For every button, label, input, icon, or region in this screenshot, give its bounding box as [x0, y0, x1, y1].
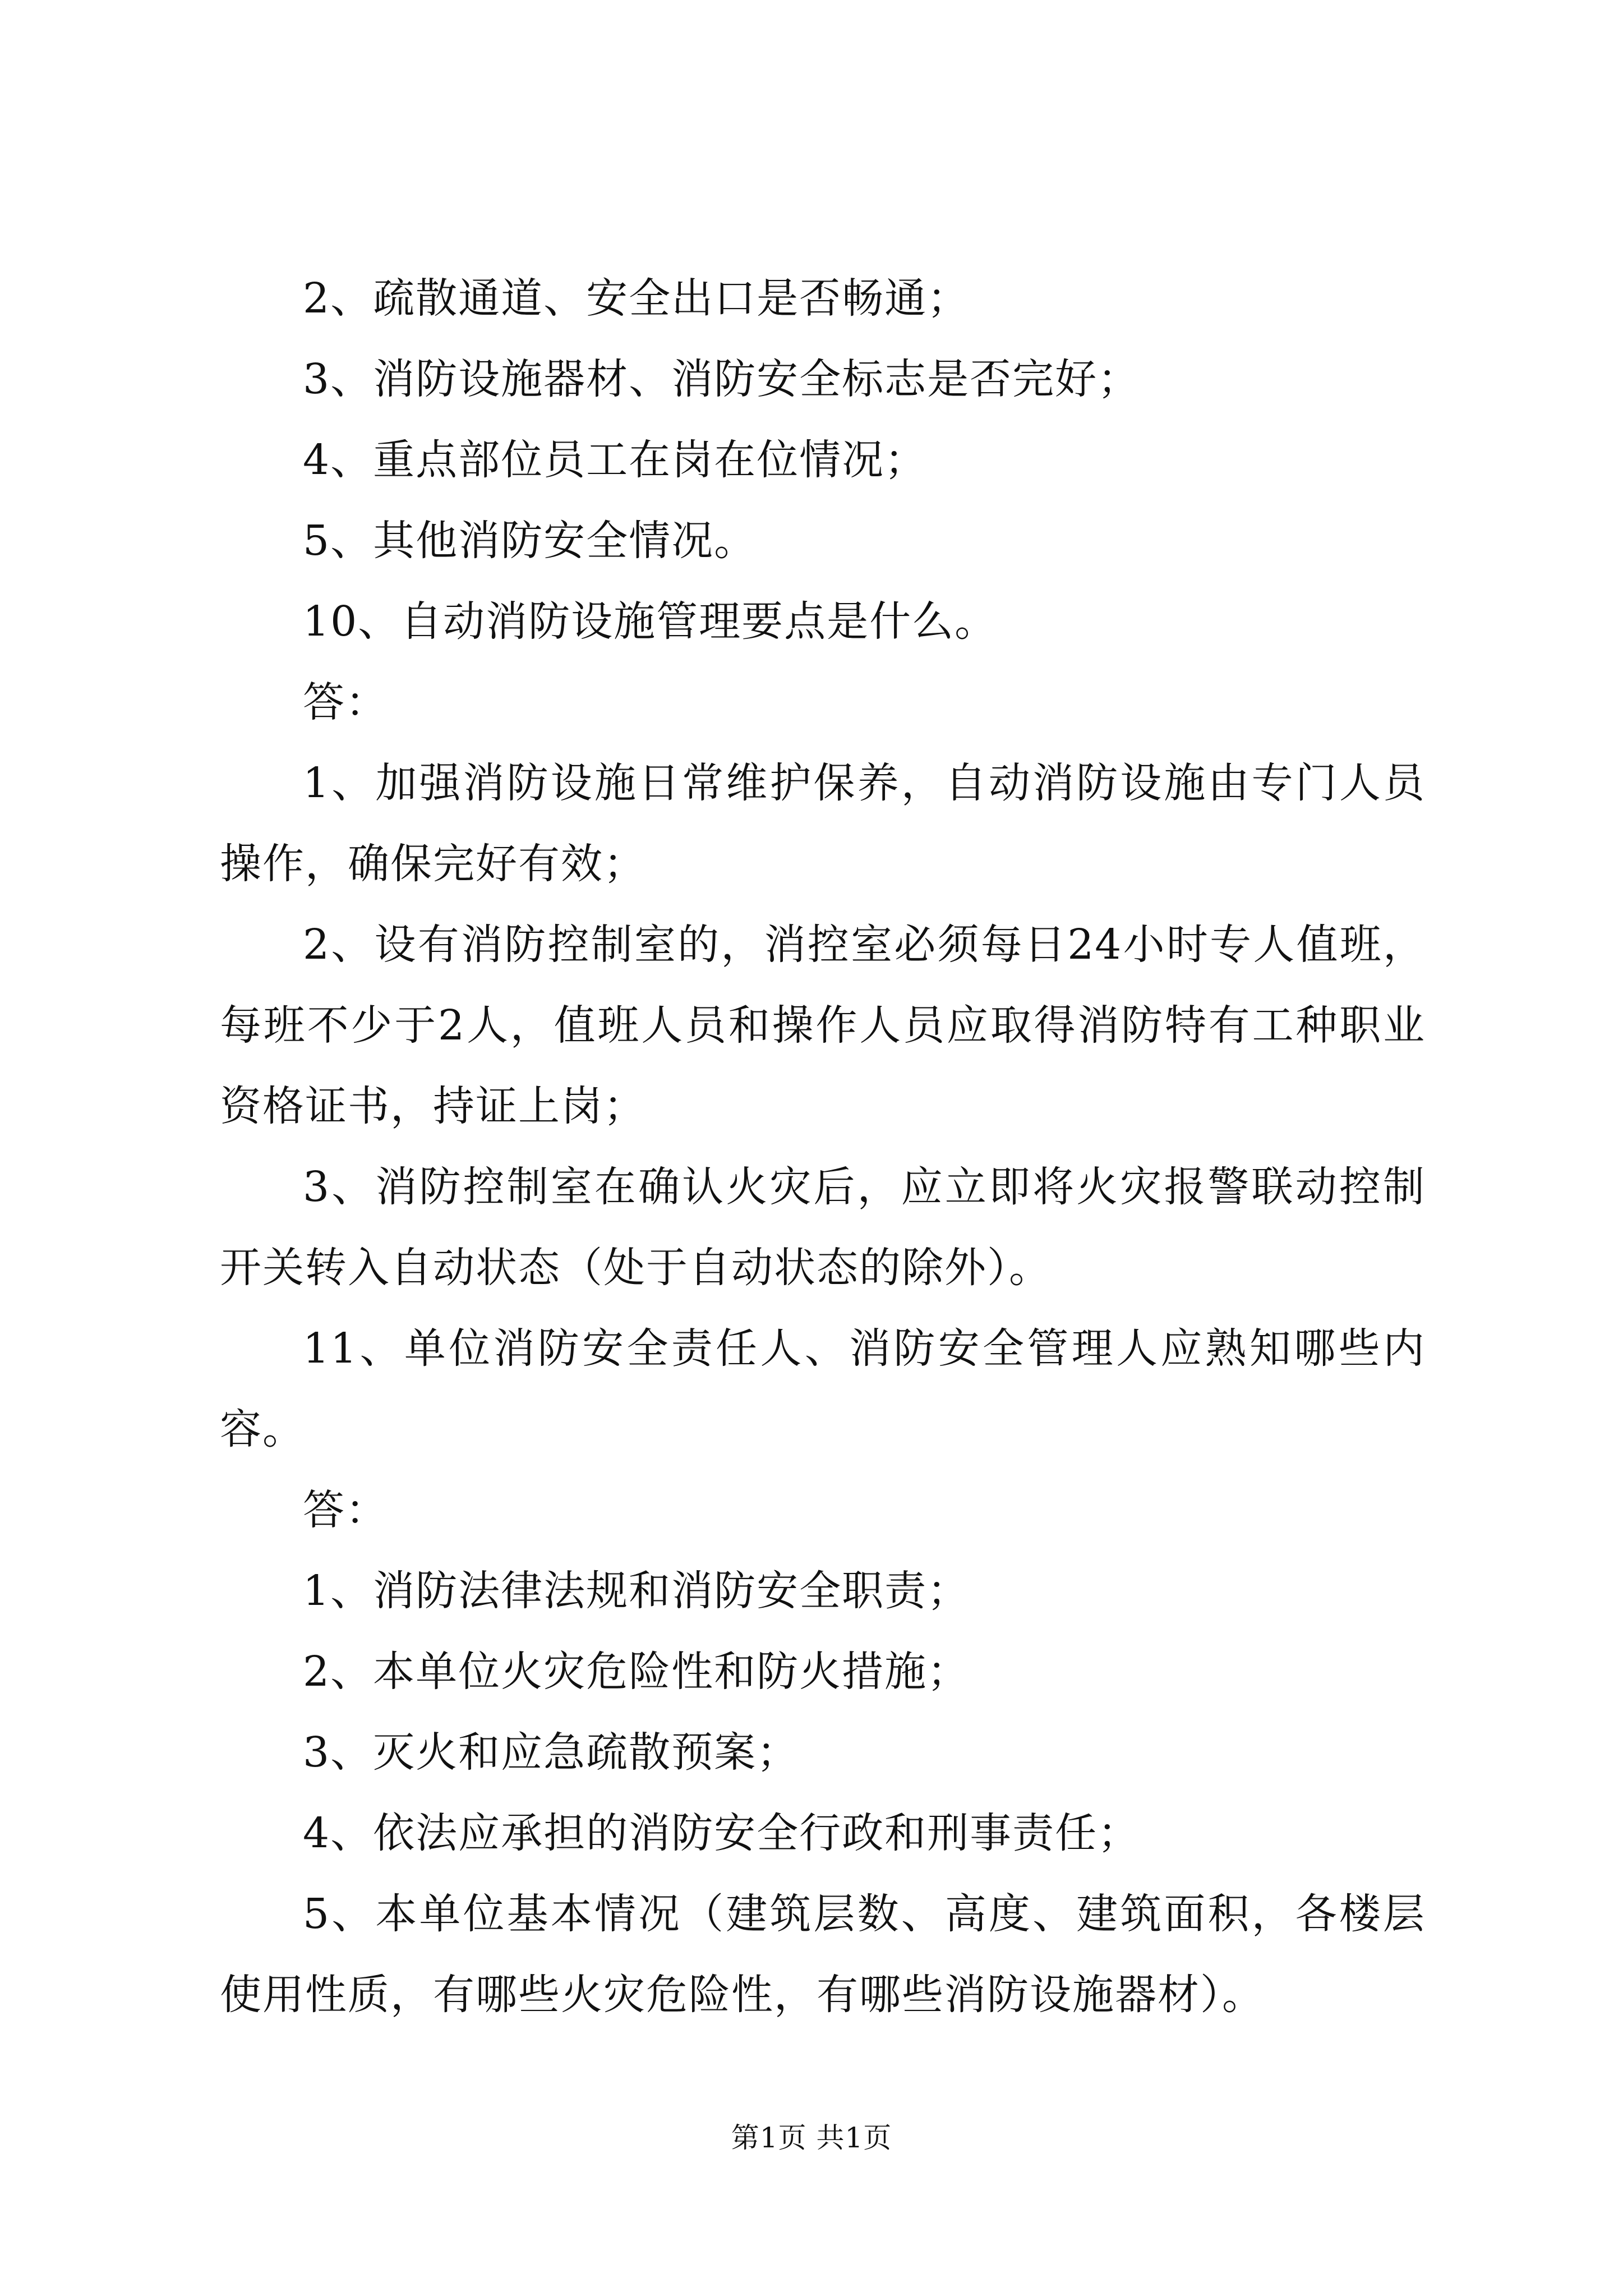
- page-footer: 第1页 共1页: [731, 2122, 892, 2154]
- paragraph: 5、本单位基本情况（建筑层数、高度、建筑面积，各楼层使用性质，有哪些火灾危险性，有哪些消防设施器材）。: [220, 1890, 1426, 2019]
- paragraph: 4、重点部位员工在岗在位情况；: [303, 436, 928, 484]
- question-heading: 10、自动消防设施管理要点是什么。: [303, 597, 998, 646]
- paragraph: 3、灭火和应急疏散预案；: [303, 1728, 800, 1777]
- answer-label: 答：: [303, 678, 388, 726]
- paragraph: 4、依法应承担的消防安全行政和刑事责任；: [303, 1809, 1141, 1857]
- question-heading: 11、单位消防安全责任人、消防安全管理人应熟知哪些内容。: [220, 1324, 1426, 1453]
- paragraph: 2、本单位火灾危险性和防火措施；: [303, 1648, 970, 1696]
- paragraph: 3、消防控制室在确认火灾后，应立即将火灾报警联动控制开关转入自动状态（处于自动状态的除外）。: [220, 1163, 1426, 1292]
- paragraph: 2、设有消防控制室的，消控室必须每日24小时专人值班，每班不少于2人，值班人员和操作人员应取得消防特有工种职业资格证书，持证上岗；: [220, 921, 1426, 1130]
- paragraph: 1、消防法律法规和消防安全职责；: [303, 1567, 970, 1615]
- paragraph: 3、消防设施器材、消防安全标志是否完好；: [303, 355, 1141, 403]
- answer-label: 答：: [303, 1486, 388, 1534]
- paragraph: 2、疏散通道、安全出口是否畅通；: [303, 274, 970, 323]
- paragraph: 1、加强消防设施日常维护保养，自动消防设施由专门人员操作，确保完好有效；: [220, 759, 1426, 888]
- document-body: [220, 258, 1426, 2035]
- paragraph: 5、其他消防安全情况。: [303, 517, 757, 565]
